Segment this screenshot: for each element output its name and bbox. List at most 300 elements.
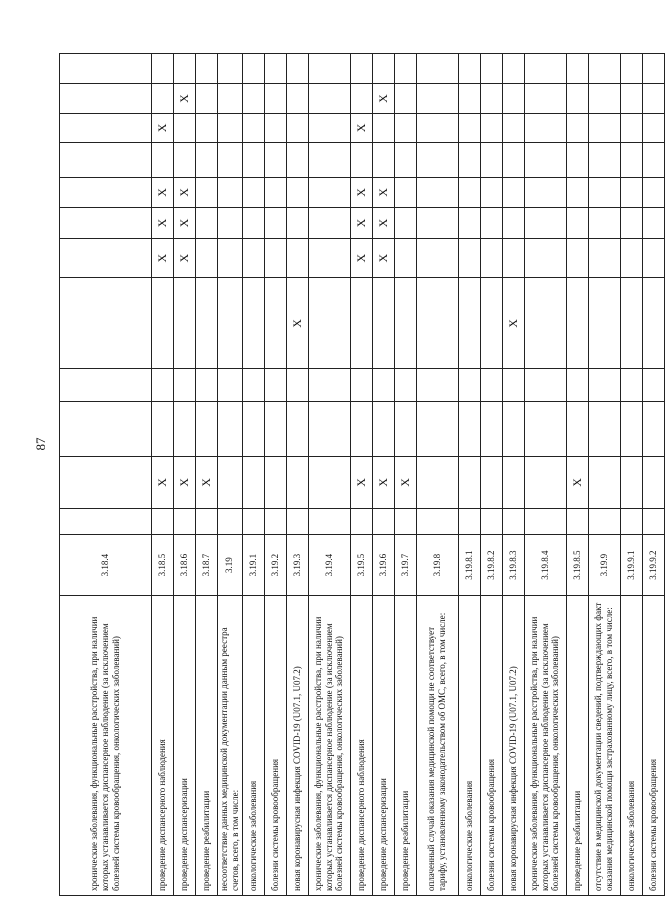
empty-cell: [286, 369, 308, 402]
empty-cell: [152, 54, 174, 84]
empty-cell: [394, 114, 416, 143]
empty-cell: [588, 84, 620, 114]
row-label: проведение диспансерного наблюдения: [350, 596, 372, 896]
empty-cell: [264, 239, 286, 278]
empty-cell: [350, 508, 372, 534]
empty-cell: [458, 207, 480, 238]
row-label: проведение диспансеризации: [174, 596, 196, 896]
empty-cell: [372, 278, 394, 369]
table-row: [588, 54, 620, 896]
empty-cell: [350, 84, 372, 114]
empty-cell: [480, 142, 502, 177]
empty-cell: [308, 239, 350, 278]
cross-mark: X: [350, 177, 372, 207]
row-code: 3.19.4: [308, 534, 350, 595]
cross-mark: X: [372, 456, 394, 508]
cross-mark: X: [152, 177, 174, 207]
empty-cell: [174, 54, 196, 84]
empty-cell: [394, 402, 416, 457]
empty-cell: [620, 369, 642, 402]
cross-mark: X: [152, 207, 174, 238]
table-row: [60, 54, 152, 896]
empty-cell: [416, 54, 458, 84]
empty-cell: [480, 239, 502, 278]
table-row: [350, 54, 372, 896]
empty-cell: [620, 278, 642, 369]
empty-cell: [524, 278, 566, 369]
table-row: [502, 54, 524, 896]
empty-cell: [642, 177, 664, 207]
empty-cell: [566, 177, 588, 207]
empty-cell: [394, 239, 416, 278]
empty-cell: [60, 142, 152, 177]
empty-cell: [60, 177, 152, 207]
empty-cell: [642, 114, 664, 143]
empty-cell: [588, 207, 620, 238]
empty-cell: [502, 508, 524, 534]
empty-cell: [458, 456, 480, 508]
empty-cell: [588, 239, 620, 278]
empty-cell: [152, 508, 174, 534]
empty-cell: [588, 142, 620, 177]
empty-cell: [286, 508, 308, 534]
table-row: [286, 54, 308, 896]
empty-cell: [218, 177, 243, 207]
empty-cell: [566, 84, 588, 114]
row-code: 3.19.6: [372, 534, 394, 595]
empty-cell: [480, 54, 502, 84]
empty-cell: [218, 278, 243, 369]
empty-cell: [524, 177, 566, 207]
empty-cell: [264, 207, 286, 238]
empty-cell: [218, 114, 243, 143]
empty-cell: [394, 369, 416, 402]
row-label: хронические заболевания, функциональные расстройства, при наличии которых устанавливается диспансерное наблюдение (за исключением болезней системы кровообращения, онкологических заболеваний): [60, 596, 152, 896]
empty-cell: [308, 278, 350, 369]
empty-cell: [196, 177, 218, 207]
empty-cell: [566, 207, 588, 238]
empty-cell: [524, 54, 566, 84]
empty-cell: [566, 278, 588, 369]
empty-cell: [350, 278, 372, 369]
empty-cell: [480, 114, 502, 143]
empty-cell: [416, 278, 458, 369]
empty-cell: [620, 142, 642, 177]
row-code: 3.19.8.2: [480, 534, 502, 595]
empty-cell: [642, 84, 664, 114]
empty-cell: [524, 456, 566, 508]
empty-cell: [458, 114, 480, 143]
empty-cell: [416, 142, 458, 177]
empty-cell: [242, 177, 264, 207]
table-row: [308, 54, 350, 896]
cross-mark: X: [286, 278, 308, 369]
table-row: [642, 54, 664, 896]
empty-cell: [642, 278, 664, 369]
empty-cell: [264, 508, 286, 534]
empty-cell: [458, 177, 480, 207]
cross-mark: X: [196, 456, 218, 508]
cross-mark: X: [566, 456, 588, 508]
table-row: [152, 54, 174, 896]
cross-mark: X: [174, 177, 196, 207]
row-label: оплаченный случай оказания медицинской помощи не соответствует тарифу, установленному законодательством об ОМС, всего, в том числе:: [416, 596, 458, 896]
empty-cell: [458, 508, 480, 534]
empty-cell: [152, 142, 174, 177]
empty-cell: [308, 402, 350, 457]
row-label: проведение реабилитации: [394, 596, 416, 896]
empty-cell: [588, 402, 620, 457]
empty-cell: [394, 278, 416, 369]
row-label: проведение реабилитации: [566, 596, 588, 896]
table-row: [196, 54, 218, 896]
empty-cell: [60, 54, 152, 84]
empty-cell: [588, 508, 620, 534]
row-code: 3.18.7: [196, 534, 218, 595]
table-row: [458, 54, 480, 896]
empty-cell: [196, 54, 218, 84]
table-row: [218, 54, 243, 896]
empty-cell: [394, 142, 416, 177]
empty-cell: [174, 114, 196, 143]
empty-cell: [264, 369, 286, 402]
empty-cell: [502, 369, 524, 402]
empty-cell: [308, 177, 350, 207]
table-body: [60, 54, 665, 896]
empty-cell: [416, 84, 458, 114]
empty-cell: [286, 177, 308, 207]
table-row: [566, 54, 588, 896]
empty-cell: [242, 456, 264, 508]
empty-cell: [218, 508, 243, 534]
report-table: [59, 53, 665, 896]
row-label: онкологические заболевания: [242, 596, 264, 896]
empty-cell: [286, 114, 308, 143]
row-code: 3.19.8: [416, 534, 458, 595]
empty-cell: [350, 369, 372, 402]
table-row: [372, 54, 394, 896]
empty-cell: [372, 369, 394, 402]
cross-mark: X: [372, 207, 394, 238]
empty-cell: [152, 278, 174, 369]
empty-cell: [524, 239, 566, 278]
empty-cell: [642, 54, 664, 84]
empty-cell: [458, 54, 480, 84]
empty-cell: [416, 177, 458, 207]
cross-mark: X: [350, 114, 372, 143]
empty-cell: [588, 369, 620, 402]
cross-mark: X: [174, 239, 196, 278]
row-code: 3.19.8.4: [524, 534, 566, 595]
empty-cell: [286, 84, 308, 114]
empty-cell: [350, 402, 372, 457]
empty-cell: [620, 114, 642, 143]
empty-cell: [308, 142, 350, 177]
empty-cell: [480, 278, 502, 369]
empty-cell: [458, 239, 480, 278]
empty-cell: [174, 278, 196, 369]
empty-cell: [218, 84, 243, 114]
cross-mark: X: [152, 239, 174, 278]
row-label: онкологические заболевания: [458, 596, 480, 896]
empty-cell: [524, 114, 566, 143]
empty-cell: [152, 402, 174, 457]
row-label: новая коронавирусная инфекция COVID-19 (U07.1, U07.2): [502, 596, 524, 896]
empty-cell: [620, 84, 642, 114]
empty-cell: [308, 207, 350, 238]
empty-cell: [502, 114, 524, 143]
table-row: [480, 54, 502, 896]
empty-cell: [588, 278, 620, 369]
cross-mark: X: [350, 239, 372, 278]
empty-cell: [242, 278, 264, 369]
cross-mark: X: [174, 207, 196, 238]
empty-cell: [60, 456, 152, 508]
empty-cell: [196, 207, 218, 238]
empty-cell: [242, 142, 264, 177]
row-label: несоответствие данных медицинской документации данным реестра счетов, всего, в том числе:: [218, 596, 243, 896]
empty-cell: [502, 456, 524, 508]
empty-cell: [196, 278, 218, 369]
empty-cell: [60, 278, 152, 369]
empty-cell: [480, 402, 502, 457]
empty-cell: [264, 402, 286, 457]
row-code: 3.19.9.1: [620, 534, 642, 595]
empty-cell: [480, 84, 502, 114]
empty-cell: [524, 84, 566, 114]
empty-cell: [372, 142, 394, 177]
empty-cell: [642, 239, 664, 278]
empty-cell: [416, 207, 458, 238]
empty-cell: [416, 456, 458, 508]
empty-cell: [264, 142, 286, 177]
table-rotated-wrapper: [59, 53, 658, 896]
empty-cell: [174, 142, 196, 177]
empty-cell: [642, 142, 664, 177]
table-row: [524, 54, 566, 896]
empty-cell: [642, 508, 664, 534]
empty-cell: [416, 114, 458, 143]
empty-cell: [286, 207, 308, 238]
cross-mark: X: [174, 456, 196, 508]
empty-cell: [286, 402, 308, 457]
row-label: проведение диспансеризации: [372, 596, 394, 896]
cross-mark: X: [174, 84, 196, 114]
empty-cell: [502, 177, 524, 207]
empty-cell: [394, 207, 416, 238]
empty-cell: [642, 207, 664, 238]
empty-cell: [588, 456, 620, 508]
row-label: отсутствие в медицинской документации сведений, подтверждающих факт оказания медицинской помощи застрахованному лицу, всего, в том числе:: [588, 596, 620, 896]
row-label: болезни системы кровообращения: [264, 596, 286, 896]
empty-cell: [524, 508, 566, 534]
row-label: хронические заболевания, функциональные расстройства, при наличии которых устанавливается диспансерное наблюдение (за исключением болезней системы кровообращения, онкологических заболеваний): [524, 596, 566, 896]
cross-mark: X: [394, 456, 416, 508]
row-code: 3.19.5: [350, 534, 372, 595]
row-label: новая коронавирусная инфекция COVID-19 (U07.1, U07.2): [286, 596, 308, 896]
empty-cell: [308, 114, 350, 143]
row-label: проведение реабилитации: [196, 596, 218, 896]
empty-cell: [588, 114, 620, 143]
empty-cell: [458, 84, 480, 114]
table-row: [620, 54, 642, 896]
empty-cell: [416, 402, 458, 457]
row-label: проведение диспансерного наблюдения: [152, 596, 174, 896]
row-code: 3.19.2: [264, 534, 286, 595]
empty-cell: [566, 54, 588, 84]
empty-cell: [372, 114, 394, 143]
empty-cell: [620, 239, 642, 278]
cross-mark: X: [350, 207, 372, 238]
empty-cell: [60, 207, 152, 238]
empty-cell: [458, 142, 480, 177]
empty-cell: [308, 508, 350, 534]
empty-cell: [60, 402, 152, 457]
cross-mark: X: [372, 177, 394, 207]
empty-cell: [174, 508, 196, 534]
empty-cell: [524, 142, 566, 177]
row-code: 3.18.5: [152, 534, 174, 595]
empty-cell: [524, 369, 566, 402]
empty-cell: [566, 508, 588, 534]
row-label: болезни системы кровообращения: [642, 596, 664, 896]
cross-mark: X: [372, 84, 394, 114]
empty-cell: [566, 142, 588, 177]
empty-cell: [60, 239, 152, 278]
cross-mark: X: [350, 456, 372, 508]
empty-cell: [416, 239, 458, 278]
row-code: 3.19: [218, 534, 243, 595]
row-code: 3.19.8.5: [566, 534, 588, 595]
empty-cell: [60, 508, 152, 534]
cross-mark: X: [152, 114, 174, 143]
empty-cell: [60, 369, 152, 402]
empty-cell: [480, 508, 502, 534]
empty-cell: [394, 508, 416, 534]
empty-cell: [242, 54, 264, 84]
empty-cell: [350, 54, 372, 84]
empty-cell: [308, 54, 350, 84]
empty-cell: [196, 402, 218, 457]
empty-cell: [308, 369, 350, 402]
table-row: [394, 54, 416, 896]
empty-cell: [218, 54, 243, 84]
empty-cell: [372, 508, 394, 534]
empty-cell: [152, 84, 174, 114]
empty-cell: [566, 369, 588, 402]
empty-cell: [502, 142, 524, 177]
empty-cell: [196, 114, 218, 143]
row-code: 3.19.8.1: [458, 534, 480, 595]
empty-cell: [60, 114, 152, 143]
empty-cell: [620, 456, 642, 508]
empty-cell: [152, 369, 174, 402]
table-row: [174, 54, 196, 896]
empty-cell: [588, 54, 620, 84]
empty-cell: [196, 239, 218, 278]
table-row: [264, 54, 286, 896]
row-code: 3.19.7: [394, 534, 416, 595]
empty-cell: [458, 402, 480, 457]
empty-cell: [566, 402, 588, 457]
row-code: 3.19.3: [286, 534, 308, 595]
empty-cell: [416, 508, 458, 534]
empty-cell: [286, 239, 308, 278]
row-code: 3.18.4: [60, 534, 152, 595]
empty-cell: [242, 402, 264, 457]
empty-cell: [620, 54, 642, 84]
empty-cell: [196, 84, 218, 114]
empty-cell: [264, 177, 286, 207]
empty-cell: [394, 54, 416, 84]
empty-cell: [196, 369, 218, 402]
empty-cell: [502, 402, 524, 457]
empty-cell: [242, 369, 264, 402]
empty-cell: [502, 84, 524, 114]
empty-cell: [286, 54, 308, 84]
row-label: онкологические заболевания: [620, 596, 642, 896]
empty-cell: [242, 207, 264, 238]
empty-cell: [308, 456, 350, 508]
empty-cell: [642, 456, 664, 508]
empty-cell: [642, 402, 664, 457]
empty-cell: [264, 114, 286, 143]
empty-cell: [620, 402, 642, 457]
empty-cell: [394, 84, 416, 114]
empty-cell: [308, 84, 350, 114]
row-label: болезни системы кровообращения: [480, 596, 502, 896]
empty-cell: [566, 239, 588, 278]
empty-cell: [286, 456, 308, 508]
empty-cell: [588, 177, 620, 207]
empty-cell: [620, 508, 642, 534]
empty-cell: [218, 402, 243, 457]
empty-cell: [372, 54, 394, 84]
row-code: 3.19.1: [242, 534, 264, 595]
empty-cell: [480, 207, 502, 238]
empty-cell: [264, 278, 286, 369]
row-code: 3.19.9.2: [642, 534, 664, 595]
empty-cell: [286, 142, 308, 177]
row-code: 3.19.8.3: [502, 534, 524, 595]
empty-cell: [350, 142, 372, 177]
empty-cell: [480, 369, 502, 402]
empty-cell: [264, 84, 286, 114]
empty-cell: [242, 508, 264, 534]
empty-cell: [218, 207, 243, 238]
cross-mark: X: [502, 278, 524, 369]
empty-cell: [502, 207, 524, 238]
empty-cell: [566, 114, 588, 143]
empty-cell: [394, 177, 416, 207]
empty-cell: [174, 369, 196, 402]
row-code: 3.18.6: [174, 534, 196, 595]
empty-cell: [458, 369, 480, 402]
empty-cell: [416, 369, 458, 402]
empty-cell: [480, 456, 502, 508]
empty-cell: [264, 456, 286, 508]
empty-cell: [264, 54, 286, 84]
row-label: хронические заболевания, функциональные расстройства, при наличии которых устанавливается диспансерное наблюдение (за исключением болезней системы кровообращения, онкологических заболеваний): [308, 596, 350, 896]
empty-cell: [502, 239, 524, 278]
cross-mark: X: [152, 456, 174, 508]
empty-cell: [458, 278, 480, 369]
empty-cell: [524, 402, 566, 457]
empty-cell: [60, 84, 152, 114]
empty-cell: [620, 177, 642, 207]
empty-cell: [480, 177, 502, 207]
empty-cell: [196, 142, 218, 177]
